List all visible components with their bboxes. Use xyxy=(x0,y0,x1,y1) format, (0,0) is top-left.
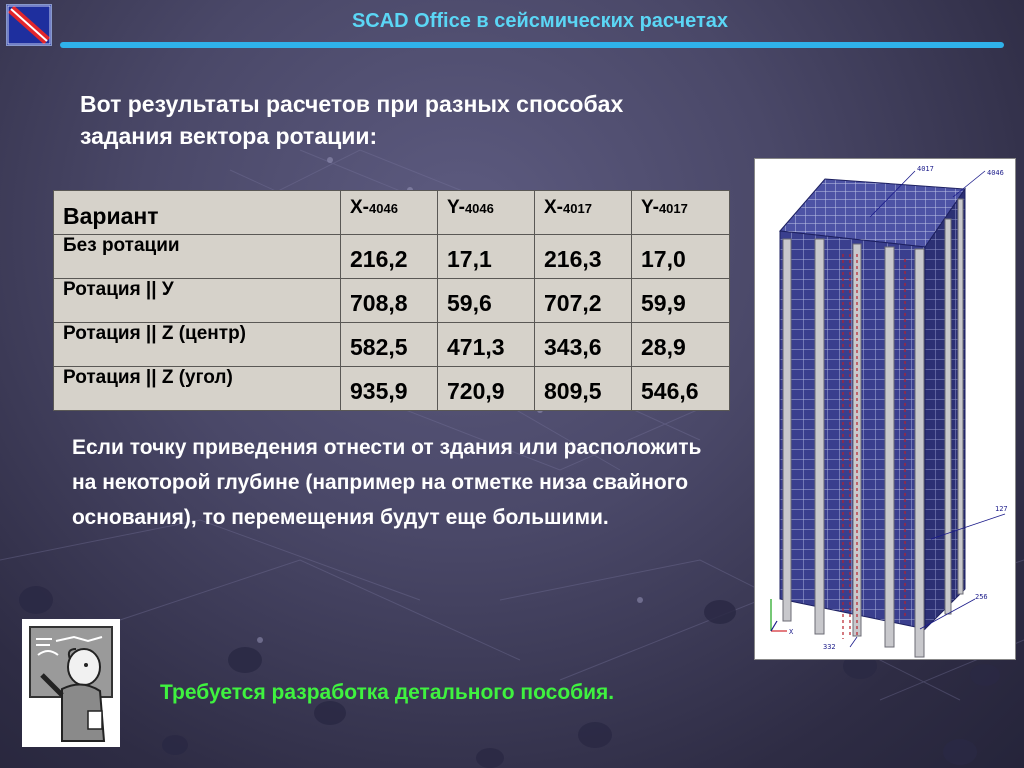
cell-value: 471,3 xyxy=(438,323,535,367)
cell-value: 216,3 xyxy=(535,235,632,279)
table-row xyxy=(54,235,730,279)
row-label: Ротация || Z (центр) xyxy=(54,323,341,367)
node-label-127: 127 xyxy=(995,505,1008,513)
header-x4046 xyxy=(341,191,438,235)
header-y4017-sub: 4017 xyxy=(658,201,688,216)
node-label-4017: 4017 xyxy=(917,165,934,173)
header-x4017-sub: 4017 xyxy=(563,201,592,216)
cell-value: 546,6 xyxy=(632,367,730,411)
table-header-row xyxy=(54,191,730,235)
header-y4046-sub: 4046 xyxy=(464,201,494,216)
cell-value: 708,8 xyxy=(341,279,438,323)
node-label-4046: 4046 xyxy=(987,169,1004,177)
row-label: Ротация || Z (угол) xyxy=(54,367,341,411)
title-underline xyxy=(60,42,1004,48)
header-y4017 xyxy=(632,191,730,235)
table-row xyxy=(54,279,730,323)
header-x4017 xyxy=(535,191,632,235)
cell-value: 17,1 xyxy=(438,235,535,279)
header-x4017-main: X- xyxy=(544,197,563,218)
header-y4046 xyxy=(438,191,535,235)
cell-value: 28,9 xyxy=(632,323,730,367)
row-label: Ротация || У xyxy=(54,279,341,323)
cell-value: 582,5 xyxy=(341,323,438,367)
header-x4046-sub: 4046 xyxy=(369,201,398,216)
table-row xyxy=(54,367,730,411)
cell-value: 216,2 xyxy=(341,235,438,279)
node-label-332: 332 xyxy=(823,643,836,651)
header-y4046-main: Y- xyxy=(447,197,465,218)
axis-x-label: X xyxy=(789,628,794,636)
results-table xyxy=(53,190,730,411)
intro-text: Вот результаты расчетов при разных способах задания вектора ротации: xyxy=(80,91,624,149)
header-variant-label: Вариант xyxy=(63,203,159,229)
teacher-at-blackboard-icon xyxy=(22,619,120,747)
cell-value: 17,0 xyxy=(632,235,730,279)
cell-value: 720,9 xyxy=(438,367,535,411)
footer-note: Требуется разработка детального пособия. xyxy=(160,681,615,704)
cell-value: 707,2 xyxy=(535,279,632,323)
body-paragraph: Если точку приведения отнести от здания или расположить на некоторой глубине (например на отметке низа свайного основания), то перемещения будут еще большими. xyxy=(72,436,702,529)
page-title: SCAD Office в сейсмических расчетах xyxy=(351,10,729,32)
logo xyxy=(6,4,52,46)
header-x4046-main: X- xyxy=(350,197,369,218)
cell-value: 343,6 xyxy=(535,323,632,367)
header-y4017-main: Y- xyxy=(641,197,659,218)
teacher-clipart xyxy=(22,619,120,747)
logo-mark-icon xyxy=(7,5,51,45)
header-variant xyxy=(54,191,341,235)
node-label-256: 256 xyxy=(975,593,988,601)
building-model-figure xyxy=(754,158,1016,660)
cell-value: 59,9 xyxy=(632,279,730,323)
cell-value: 935,9 xyxy=(341,367,438,411)
cell-value: 809,5 xyxy=(535,367,632,411)
table-row xyxy=(54,323,730,367)
cell-value: 59,6 xyxy=(438,279,535,323)
building-model-drawing xyxy=(755,159,1015,659)
row-label: Без ротации xyxy=(54,235,341,279)
